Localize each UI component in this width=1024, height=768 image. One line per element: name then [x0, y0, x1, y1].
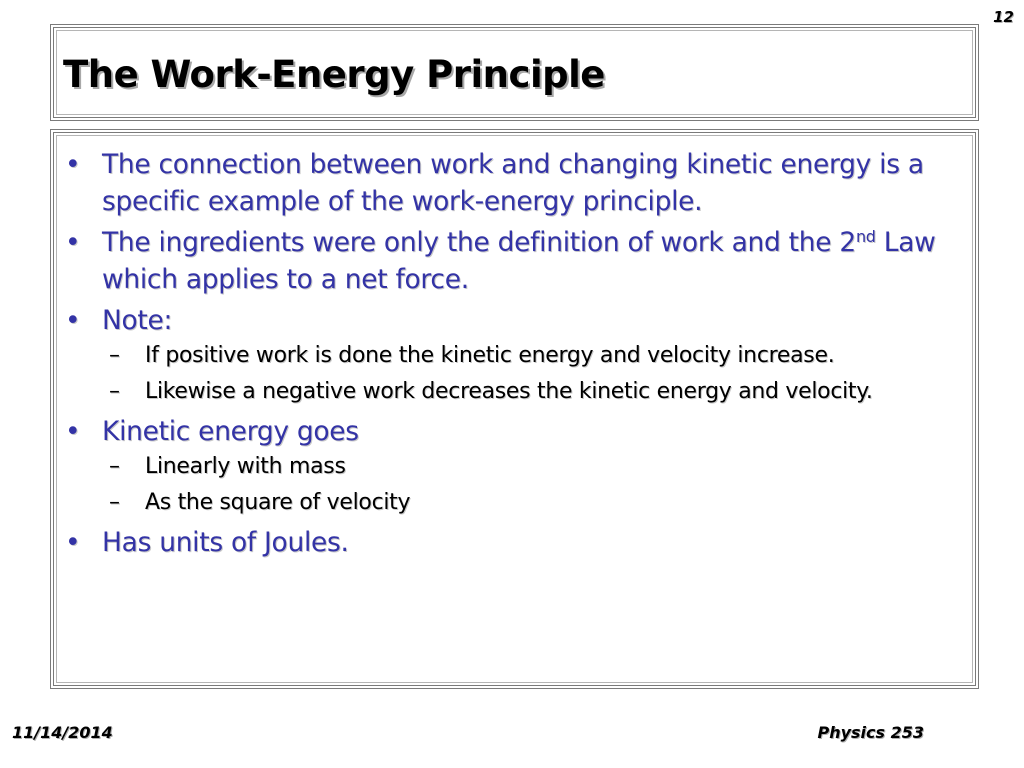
sub-bullet-marker: –: [109, 379, 120, 404]
sub-bullet-text: Linearly with mass: [145, 454, 346, 479]
sub-bullet-item: [96, 488, 961, 517]
footer-course: Physics 253: [817, 723, 924, 742]
page-number: 12: [993, 8, 1014, 26]
sub-bullet-item: [96, 377, 961, 406]
bullet-marker: •: [65, 527, 81, 558]
sub-bullet-marker: –: [109, 343, 120, 368]
bullet-item: [51, 524, 961, 561]
bullet-marker: •: [65, 416, 81, 447]
sub-bullet-text: As the square of velocity: [145, 490, 411, 515]
ordinal-superscript: nd: [855, 227, 876, 246]
sub-bullet-text: Likewise a negative work decreases the kinetic energy and velocity.: [145, 379, 873, 404]
sub-bullet-list: [102, 341, 961, 406]
bullet-marker: •: [65, 227, 81, 258]
bullet-text-continued: Law which applies to a net force.: [102, 227, 936, 295]
sub-bullet-list: [102, 452, 961, 517]
title-frame: [50, 24, 979, 121]
bullet-item: [51, 224, 961, 298]
bullet-text: Note:: [102, 305, 173, 336]
content-frame: [50, 129, 979, 689]
bullet-item: [51, 302, 961, 406]
sub-bullet-text: If positive work is done the kinetic energy and velocity increase.: [145, 343, 835, 368]
sub-bullet-item: [96, 452, 961, 481]
bullet-text: Has units of Joules.: [102, 527, 349, 558]
bullet-item: [51, 146, 961, 220]
sub-bullet-marker: –: [109, 454, 120, 479]
bullet-text: Kinetic energy goes: [102, 416, 359, 447]
bullet-text: The ingredients were only the definition of work and the 2: [102, 227, 856, 258]
bullet-marker: •: [65, 305, 81, 336]
sub-bullet-marker: –: [109, 490, 120, 515]
sub-bullet-item: [96, 341, 961, 370]
bullet-text: The connection between work and changing kinetic energy is a specific example of the work-energy principle.: [102, 149, 924, 217]
bullet-marker: •: [65, 149, 81, 180]
slide-title: The Work-Energy Principle: [63, 53, 605, 96]
bullet-list: [51, 146, 961, 565]
bullet-item: [51, 413, 961, 517]
footer-date: 11/14/2014: [12, 723, 113, 742]
